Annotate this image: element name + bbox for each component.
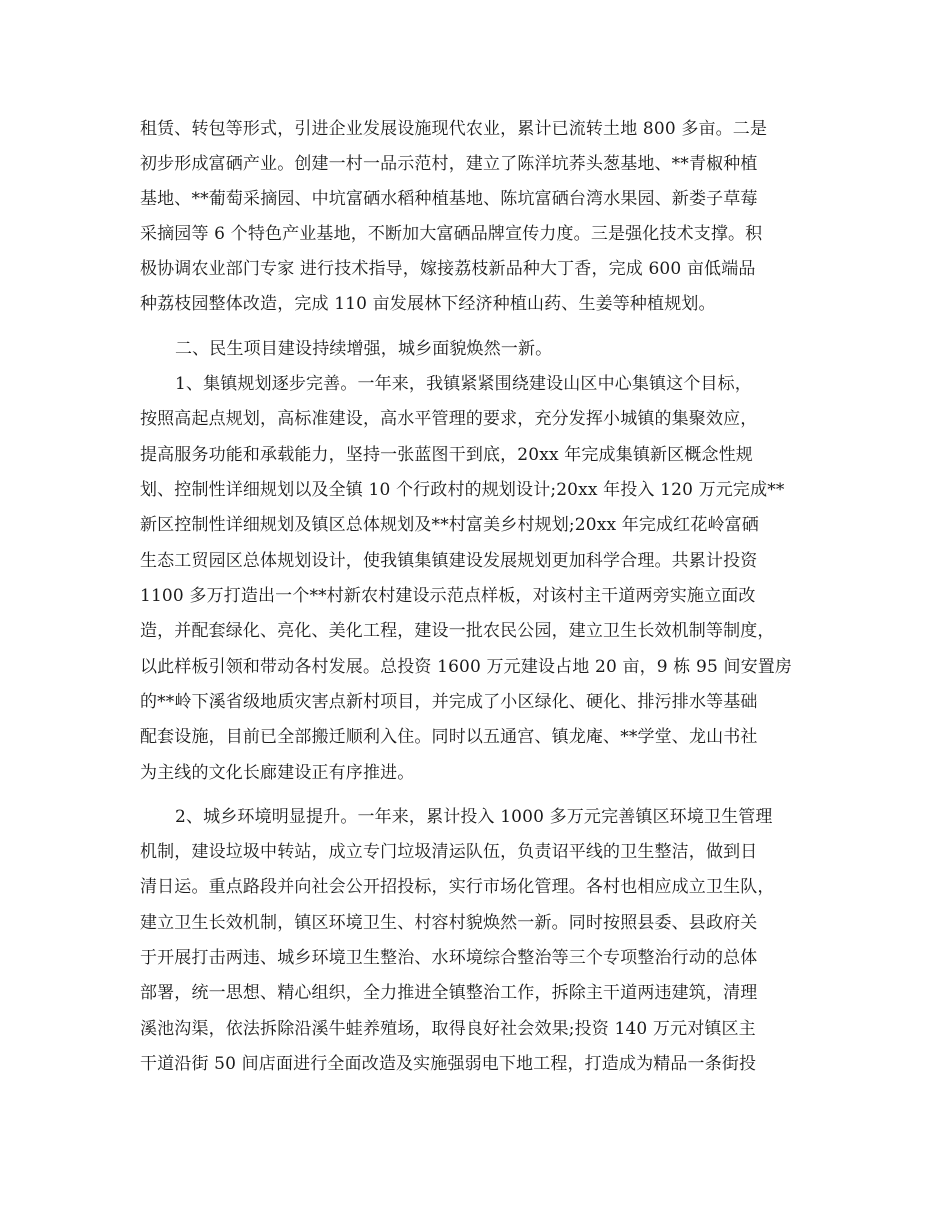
text-line: 按照高起点规划，高标准建设，高水平管理的要求，充分发挥小城镇的集聚效应，: [140, 409, 758, 429]
text-line: 清日运。重点路段并向社会公开招投标，实行市场化管理。各村也相应成立卫生队，: [140, 877, 775, 897]
text-line: 为主线的文化长廊建设正有序推进。: [140, 763, 415, 783]
text-line: 采摘园等 6 个特色产业基地，不断加大富硒品牌宣传力度。三是强化技术支撑。积: [140, 224, 763, 244]
text-line: 生态工贸园区总体规划设计，使我镇集镇建设发展规划更加科学合理。共累计投资: [140, 551, 758, 571]
text-line: 提高服务功能和承载能力，坚持一张蓝图干到底，20xx 年完成集镇新区概念性规: [140, 445, 753, 465]
text-line: 建立卫生长效机制，镇区环境卫生、村容村貌焕然一新。同时按照县委、县政府关: [140, 913, 758, 933]
text-line: 种荔枝园整体改造，完成 110 亩发展林下经济种植山药、生姜等种植规划。: [140, 294, 716, 314]
text-line: 干道沿街 50 间店面进行全面改造及实施强弱电下地工程，打造成为精品一条街投: [140, 1054, 757, 1074]
text-line: 极协调农业部门专家 进行技术指导，嫁接荔枝新品种大丁香，完成 600 亩低端品: [140, 259, 756, 279]
section-heading: 二、民生项目建设持续增强，城乡面貌焕然一新。: [175, 339, 553, 359]
text-line: 溪池沟渠，依法拆除沿溪牛蛙养殖场，取得良好社会效果;投资 140 万元对镇区主: [140, 1019, 756, 1039]
text-line: 以此样板引领和带动各村发展。总投资 1600 万元建设占地 20 亩，9 栋 95 间安置房: [140, 657, 793, 677]
text-line: 1、集镇规划逐步完善。一年来，我镇紧紧围绕建设山区中心集镇这个目标，: [175, 374, 752, 394]
text-line: 基地、**葡萄采摘园、中坑富硒水稻种植基地、陈坑富硒台湾水果园、新娄子草莓: [140, 189, 758, 209]
text-line: 1100 多万打造出一个**村新农村建设示范点样板，对该村主干道两旁实施立面改: [140, 586, 756, 606]
text-line: 造，并配套绿化、亮化、美化工程，建设一批农民公园，建立卫生长效机制等制度，: [140, 621, 775, 641]
text-line: 部署，统一思想、精心组织，全力推进全镇整治工作，拆除主干道两违建筑，清理: [140, 983, 758, 1003]
text-line: 租赁、转包等形式，引进企业发展设施现代农业，累计已流转土地 800 多亩。二是: [140, 119, 768, 139]
text-line: 的**岭下溪省级地质灾害点新村项目，并完成了小区绿化、硬化、排污排水等基础: [140, 692, 758, 712]
text-line: 新区控制性详细规划及镇区总体规划及**村富美乡村规划;20xx 年完成红花岭富硒: [140, 515, 759, 535]
text-line: 2、城乡环境明显提升。一年来，累计投入 1000 多万元完善镇区环境卫生管理: [175, 807, 773, 827]
text-line: 配套设施，目前已全部搬迁顺利入住。同时以五通宫、镇龙庵、**学堂、龙山书社: [140, 727, 758, 747]
text-line: 于开展打击两违、城乡环境卫生整治、水环境综合整治等三个专项整治行动的总体: [140, 948, 758, 968]
text-line: 划、控制性详细规划以及全镇 10 个行政村的规划设计;20xx 年投入 120 万元完成**: [140, 480, 785, 500]
text-line: 初步形成富硒产业。创建一村一品示范村，建立了陈洋坑荞头葱基地、**青椒种植: [140, 154, 758, 174]
text-line: 机制，建设垃圾中转站，成立专门垃圾清运队伍，负责诏平线的卫生整洁，做到日: [140, 842, 758, 862]
